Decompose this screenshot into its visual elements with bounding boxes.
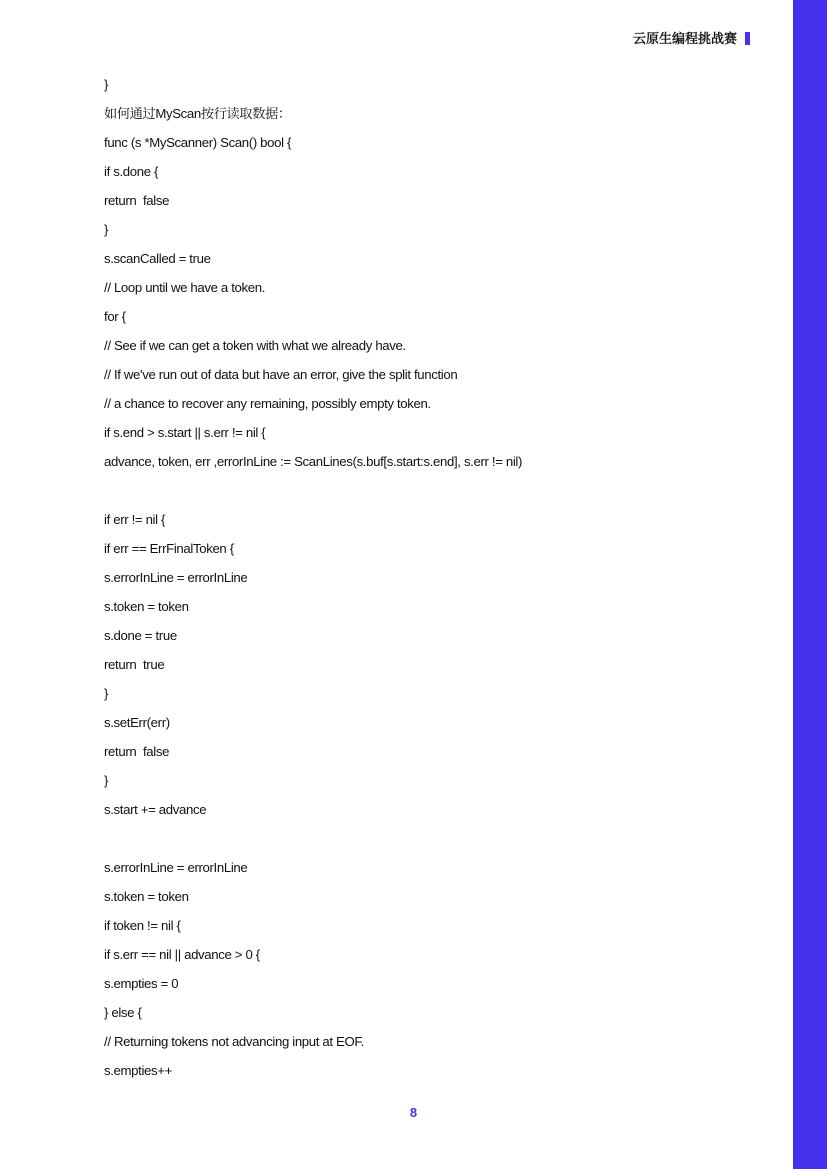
code-line: s.token = token <box>104 599 189 614</box>
code-line: advance, token, err ,errorInLine := ScanLines(s.buf[s.start:s.end], s.err != nil) <box>104 454 523 469</box>
code-line: s.errorInLine = errorInLine <box>104 570 248 585</box>
code-line: if token != nil { <box>104 918 181 933</box>
code-block <box>104 70 704 1085</box>
code-line: } <box>104 77 109 92</box>
code-line: } <box>104 773 109 788</box>
code-line: } else { <box>104 1005 142 1020</box>
code-line: if err != nil { <box>104 512 166 527</box>
code-line: // See if we can get a token with what we already have. <box>104 338 406 353</box>
code-line: return false <box>104 744 170 759</box>
code-line: // Loop until we have a token. <box>104 280 266 295</box>
code-line: s.start += advance <box>104 802 207 817</box>
side-accent-bar <box>793 0 827 1169</box>
code-line: s.done = true <box>104 628 177 643</box>
header-marker <box>745 32 750 45</box>
code-line: 如何通过MyScan按行读取数据： <box>104 106 291 121</box>
code-line: } <box>104 686 109 701</box>
code-line: if s.done { <box>104 164 159 179</box>
code-line: s.token = token <box>104 889 189 904</box>
code-line <box>104 824 704 853</box>
code-line: func (s *MyScanner) Scan() bool { <box>104 135 292 150</box>
code-line <box>104 476 704 505</box>
code-line: // Returning tokens not advancing input at EOF. <box>104 1034 364 1049</box>
code-line: // If we've run out of data but have an error, give the split function <box>104 367 458 382</box>
code-line: } <box>104 222 109 237</box>
code-line: if err == ErrFinalToken { <box>104 541 234 556</box>
page-number: 8 <box>409 1105 418 1120</box>
code-line: s.scanCalled = true <box>104 251 211 266</box>
code-line: if s.end > s.start || s.err != nil { <box>104 425 266 440</box>
code-line: if s.err == nil || advance > 0 { <box>104 947 260 962</box>
header-title: 云原生编程挑战赛 <box>632 31 737 46</box>
code-line: s.setErr(err) <box>104 715 170 730</box>
code-line: s.errorInLine = errorInLine <box>104 860 248 875</box>
code-line: return true <box>104 657 165 672</box>
code-line: return false <box>104 193 170 208</box>
code-line: s.empties++ <box>104 1063 172 1078</box>
code-line: s.empties = 0 <box>104 976 179 991</box>
code-line: // a chance to recover any remaining, possibly empty token. <box>104 396 431 411</box>
code-line: for { <box>104 309 126 324</box>
